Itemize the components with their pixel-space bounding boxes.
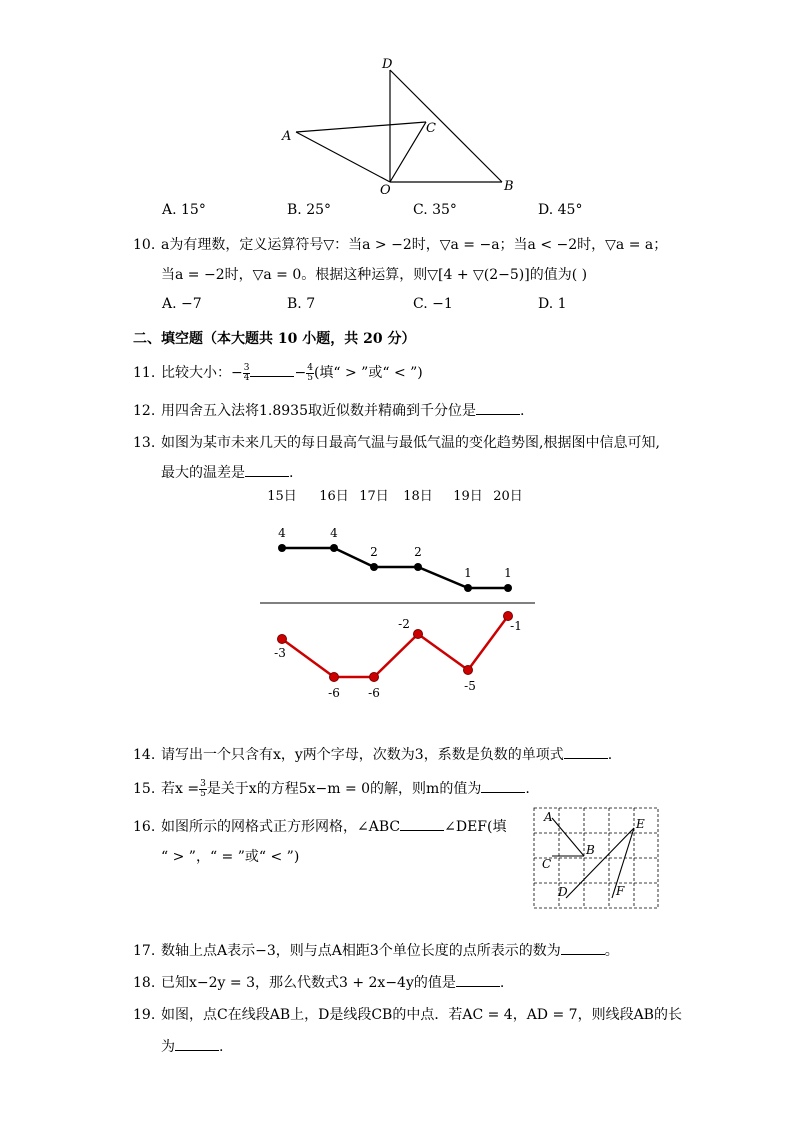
q16-number: 16. <box>133 819 156 835</box>
grid-label-F: F <box>616 884 625 898</box>
day-label-6: 20日 <box>493 489 523 504</box>
q14 <box>133 744 612 764</box>
q10-option-d: D. 1 <box>538 296 567 312</box>
day-label-5: 19日 <box>453 489 483 504</box>
q15-blank[interactable] <box>481 780 525 793</box>
q19-line2 <box>161 1036 223 1056</box>
q16-text1a: 如图所示的网格式正方形网格，∠ABC <box>161 819 401 835</box>
q11-fraction-1 <box>243 364 251 383</box>
q15-f-num: 3 <box>200 778 206 789</box>
q9-option-c: C. 35° <box>413 202 457 218</box>
q13-text2: 最大的温差是 <box>161 465 245 481</box>
q13-text1: 如图为某市未来几天的每日最高气温与最低气温的变化趋势图,根据图中信息可知, <box>161 435 660 451</box>
q19-text2: 为 <box>161 1039 175 1055</box>
q17-number: 17. <box>133 943 156 959</box>
q13-line2 <box>161 462 293 482</box>
day-label-1: 15日 <box>267 489 297 504</box>
label-A: A <box>282 129 292 144</box>
low-temp-point-2 <box>330 673 339 682</box>
low-temp-label-3: -6 <box>368 686 380 700</box>
q15-end: . <box>525 781 530 797</box>
q11-prefix: 比较大小：− <box>161 365 243 381</box>
q16-line1 <box>133 816 506 836</box>
q17-text: 数轴上点A表示−3，则与点A相距3个单位长度的点所表示的数为 <box>161 943 561 959</box>
temperature-chart <box>250 484 550 714</box>
q11-f2-den: 5 <box>307 372 313 383</box>
q12-end: . <box>520 403 525 419</box>
low-temp-point-5 <box>464 666 473 675</box>
low-temp-label-2: -6 <box>328 686 340 700</box>
high-temp-point-6 <box>504 584 512 592</box>
day-label-3: 17日 <box>359 489 389 504</box>
low-temp-label-4: -2 <box>398 617 410 631</box>
high-temp-line <box>282 548 508 588</box>
q10-option-b: B. 7 <box>287 296 316 312</box>
low-temp-line <box>282 616 508 677</box>
high-temp-point-4 <box>414 563 422 571</box>
q10-text1: a为有理数，定义运算符号▽：当a > −2时，▽a = −a；当a < −2时，▽a = a； <box>161 237 668 253</box>
section-2-header: 二、填空题（本大题共 10 小题，共 20 分） <box>133 331 416 347</box>
q18-blank[interactable] <box>456 974 500 987</box>
low-temp-point-4 <box>414 630 423 639</box>
q14-blank[interactable] <box>564 746 608 759</box>
q15 <box>133 778 530 799</box>
q9-option-a: A. 15° <box>162 202 206 218</box>
q15-post: 是关于x的方程5x−m = 0的解，则m的值为 <box>206 781 482 797</box>
q15-fraction <box>199 780 207 799</box>
low-temp-label-5: -5 <box>464 679 476 693</box>
grid-label-B: B <box>586 843 595 857</box>
q14-end: . <box>607 747 613 763</box>
q17-end: 。 <box>604 943 619 959</box>
q11-fraction-2 <box>306 364 314 383</box>
high-temp-label-6: 1 <box>504 566 512 580</box>
q9-option-b: B. 25° <box>287 202 332 218</box>
q11-number: 11. <box>133 365 156 381</box>
q19-line1 <box>133 1004 682 1024</box>
q12-text: 用四舍五入法将1.8935取近似数并精确到千分位是 <box>161 403 476 419</box>
q16-text1b: ∠DEF(填 <box>444 819 507 835</box>
q18-number: 18. <box>133 975 156 991</box>
day-label-2: 16日 <box>319 489 349 504</box>
q14-text: 请写出一个只含有x，y两个字母，次数为3，系数是负数的单项式 <box>161 747 564 763</box>
grid-label-D: D <box>558 885 568 899</box>
q19-blank[interactable] <box>175 1038 219 1051</box>
low-temp-label-6: -1 <box>510 619 522 633</box>
grid-label-E: E <box>636 817 645 831</box>
geometry-figure-q9 <box>270 52 530 200</box>
q17-blank[interactable] <box>561 942 605 955</box>
label-D: D <box>382 57 393 72</box>
q13-end: . <box>289 465 294 481</box>
q11-suffix: (填“ > ”或“ < ”) <box>313 365 423 381</box>
q10-line1 <box>133 234 667 254</box>
grid-label-A: A <box>544 810 553 824</box>
q11-f1-den: 4 <box>243 372 250 383</box>
high-temp-label-5: 1 <box>464 566 472 580</box>
q12 <box>133 400 524 420</box>
q11-f2-num: 4 <box>307 362 313 373</box>
low-temp-point-1 <box>278 635 287 644</box>
q17 <box>133 940 619 960</box>
label-B: B <box>504 179 514 194</box>
q12-number: 12. <box>133 403 156 419</box>
q14-number: 14. <box>133 747 156 763</box>
high-temp-label-3: 2 <box>370 545 378 559</box>
high-temp-point-1 <box>278 544 286 552</box>
q18 <box>133 972 504 992</box>
grid-label-C: C <box>542 857 552 871</box>
q11-f1-num: 3 <box>243 362 250 373</box>
q19-end: . <box>219 1039 224 1055</box>
low-temp-point-3 <box>370 673 379 682</box>
grid-figure-q16 <box>530 804 662 910</box>
q12-blank[interactable] <box>476 402 520 415</box>
high-temp-point-3 <box>370 563 378 571</box>
q18-end: . <box>499 975 505 991</box>
q10-number: 10. <box>133 237 156 253</box>
high-temp-label-2: 4 <box>330 526 338 540</box>
q10-line2: 当a = −2时，▽a = 0。根据这种运算，则▽[4 + ▽(2−5)]的值为( ) <box>161 267 588 283</box>
high-temp-label-4: 2 <box>414 545 422 559</box>
q11-blank[interactable] <box>250 364 294 377</box>
q10-option-c: C. −1 <box>413 296 453 312</box>
low-temp-label-1: -3 <box>274 646 286 660</box>
q13-line1 <box>133 432 660 452</box>
q18-text: 已知x−2y = 3，那么代数式3 + 2x−4y的值是 <box>161 975 456 991</box>
high-temp-point-2 <box>330 544 338 552</box>
day-label-4: 18日 <box>403 489 433 504</box>
q19-text1: 如图，点C在线段AB上，D是线段CB的中点．若AC = 4，AD = 7，则线段AB的长 <box>161 1007 682 1023</box>
q15-f-den: 5 <box>200 788 206 799</box>
q16-line2: “ > ”，“ = ”或“ < ”) <box>161 849 300 865</box>
q9-option-d: D. 45° <box>538 202 583 218</box>
q10-option-a: A. −7 <box>162 296 202 312</box>
q11-mid: − <box>294 365 307 381</box>
q16-blank[interactable] <box>400 818 444 831</box>
q13-number: 13. <box>133 435 156 451</box>
high-temp-point-5 <box>464 584 472 592</box>
q19-number: 19. <box>133 1007 156 1023</box>
q15-number: 15. <box>133 781 156 797</box>
label-C: C <box>426 121 436 136</box>
q11 <box>133 362 423 383</box>
high-temp-label-1: 4 <box>278 526 286 540</box>
q13-blank[interactable] <box>245 464 289 477</box>
q15-pre: 若x = <box>161 781 200 797</box>
label-O: O <box>380 183 391 198</box>
